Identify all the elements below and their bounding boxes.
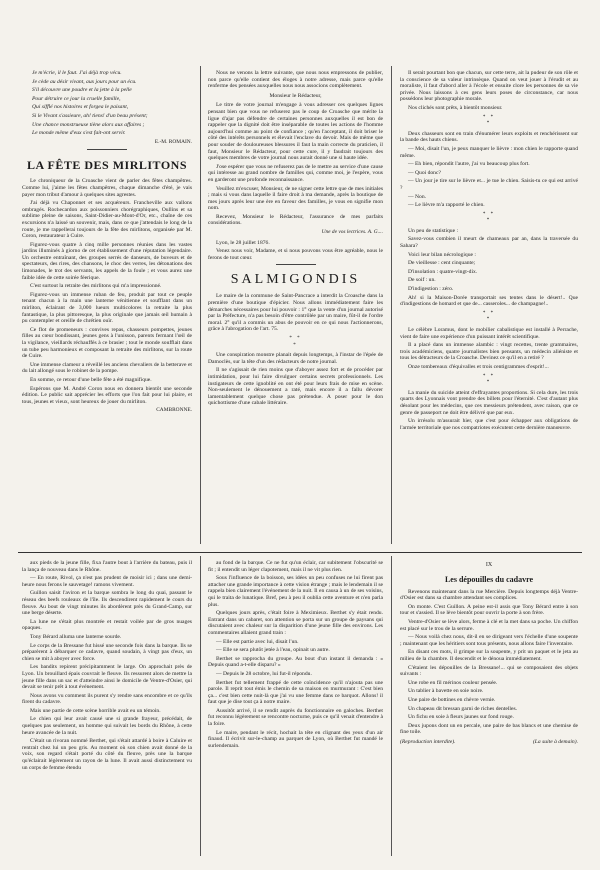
- paragraph: La lune ne s'était plus montrée et restait voilée par de gros nuages opaques.: [22, 618, 192, 632]
- paragraph: aux pieds de la jeune fille, fixa l'autre bout à l'arrière du bateau, puis il la lança de nouveau dans le Rhône.: [22, 560, 192, 573]
- paragraph: Un chapeau dit bressan garni de riches dentelles.: [408, 705, 518, 712]
- column-rule: [200, 556, 201, 856]
- paragraph: Aussitôt arrivé, il se rendit auprès du fonctionnaire en galoches. Berthet fut reconnu légèrement se rencontre nocturne, puis ce qu'il venait d'entendre à la foire.: [208, 707, 383, 728]
- poem-line: Je cède au désir vivant, aux jours pour un écu.: [32, 78, 137, 85]
- paragraph: — Moi, disait l'un, je peux manquer le lièvre : mon chien le rapporte quand même.: [400, 145, 578, 159]
- divider: [87, 149, 127, 150]
- column-rule: [391, 66, 392, 544]
- letter-salutation: Monsieur le Rédacteur,: [269, 92, 322, 99]
- paragraph: Figurez-vous un immense ruban de feu, produit par tout ce peuple tenant chacun à la main une lanterne vénitienne et soufflant dans un mirliton, éclairant de 3,000 lueurs multicolores la retraite la plus fantastique, la plus pittoresque, la plus originale que jamais œil humain à pu contempler et oreille de chrétien ouïr.: [22, 291, 192, 325]
- paragraph: Une conspiration monstre planait depuis longtemps, à l'instar de l'épée de Damoclès, sur la tête d'un des rédacteurs de notre journal.: [208, 352, 383, 365]
- paragraph: En somme, ce retour d'une belle fête a été magnifique.: [30, 376, 152, 383]
- paragraph: Il ne s'agissait de rien moins que d'aboyer assez fort et de procéder par intimidation, pour lui faire divulguer certains secrets professionnels. Les instigateurs de cette ignoblité en ont été pour leurs frais de mise en scène. Non-seulement le dénouement a raté, mais encore il a fallu dévorer lamentablement quelque chose pas prétendue. A poser pour le don quichottisme d'une cabale littéraire.: [208, 367, 383, 407]
- feuilleton-column-1: [22, 560, 192, 773]
- paragraph: La manie du suicide atteint d'effrayantes proportions. Si cela dure, les trois quarts des Lyonnais vont prendre des billets pour l'éternité. C'est d'autant plus désolant pour les médecins, que ces messieurs prétendent, avec raison, que ce genre de passeport ne doit être délivré que par eux.: [400, 389, 578, 416]
- paragraph: — Elle se sera plutôt jetée à l'eau, opinait un autre.: [216, 647, 330, 654]
- paragraph: — Non.: [408, 193, 427, 200]
- paragraph: — Un jour je tire sur le lièvre et... je tue le chien. Saisis-tu ce qui est arrivé ?: [400, 178, 578, 191]
- paragraph: Ventre-d'Osier se lève alors, ferme à clé et la met dans sa poche. Un chiffon est placé sur le trou de la serrure.: [400, 618, 578, 632]
- paragraph: Un tablier à bavette en soie noire.: [408, 688, 484, 695]
- paragraph: Le maire de la commune de Saint-Pancrace a interdit la Croasche dans la première d'une boutique d'épicier. Nous allons immédiatement faire les démarches nécessaires pour lui pouvoir : 1° que la vente d'un journal autorisé par la Préfecture, n'a pas besoin d'être contrôlée par un maire, fût-il de l'ordre moral. 2° qu'il a commis un abus de pouvoir en ce qui nous l'actionnerons, grâce à l'abrogation de l'art. 75.: [208, 293, 383, 333]
- poem-line: Pour détruire ce jour la cruelle famille,: [32, 95, 121, 102]
- paragraph: Tony Bérard alluma une lanterne sourde.: [30, 633, 122, 640]
- chapter-number: IX: [485, 562, 493, 568]
- paragraph: — Nous voilà chez nous, dit-il en se dirigeant vers l'échelle d'une soupente ; maintenant que les héritiers sont tous présents, nous allons faire l'inventaire.: [400, 634, 578, 647]
- paragraph: De vieillesse : cent cinquante;: [408, 260, 476, 267]
- paragraph: — Elle est partie avec lui, disait l'un.: [216, 638, 299, 645]
- feuilleton-column-3: [400, 560, 578, 745]
- paragraph: Espérons que M. André Coron nous en donnera bientôt une seconde édition. Le public sait apprécier les efforts que l'on fait pour lui plaire, et tous, jeunes et vieux, sont heureux de jouer du mirliton.: [22, 385, 192, 405]
- paragraph: Le chien qui leur avait causé une si grande frayeur, précédait, de quelques pas seulement, un homme qui suivait les bords du Rhône, à cette heure avancée de la nuit.: [22, 716, 192, 736]
- paragraph: Un peu de statistique :: [408, 227, 459, 234]
- reproduction-note: (Reproduction interdite).: [400, 738, 456, 745]
- paragraph: Le chroniqueur de la Croasche vient de parler des fêtes champêtres. Comme lui, j'aime les fêtes champêtres, chaque dimanche d'été, je vais payer mon tribut d'amour à quelques sites agrestes.: [22, 178, 192, 198]
- paragraph: — En route, Rivol, ça n'est pas prudent de moisir ici ; dans une demi-heure nous ferons le sauvetage! ramons vivement.: [22, 575, 192, 588]
- divider: [276, 264, 316, 265]
- paragraph: Deux chasseurs sont en train d'énumérer leurs exploits et renchérissent sur la bande des hauts chiens.: [400, 130, 578, 144]
- paragraph: Les bandits repirent précipitamment le large. On approchait près de Lyon. Un brouillard épais couvrait le fleuve. Ils ressurent alors de mettre la jeune fille dans un sac et d'atteindre ainsi le domicile de Ventre-d'Osier, qui devait se tenir prêt à tout événement.: [22, 664, 192, 691]
- paragraph: Mais une partie de cette scène horrible avait eu un témoin.: [30, 707, 161, 714]
- paragraph: Quelques jours après, c'était foire à Meximieux. Berthet s'y était rendu. Entrant dans un cabaret, son attention se porta sur un groupe de paysans qui discutaient avec chaleur sur la disparition d'une jeune fille des environs. Les commentaires allaient grand train :: [208, 610, 383, 636]
- paragraph: — Eh bien, répondit l'autre, j'ai vu beaucoup plus fort.: [408, 161, 530, 168]
- to-be-continued-note: (La suite à demain).: [532, 738, 578, 745]
- separator-stars: * * *: [482, 114, 496, 127]
- column-2: [208, 70, 383, 409]
- paragraph: Revenons maintenant dans la rue Mercière. Depuis longtemps déjà Ventre-d'Osier est dans sa chambre attendant ses complices.: [400, 588, 578, 602]
- letter-signature: Une de vos lectrices. A. G....: [321, 229, 383, 236]
- paragraph: C'était un rivoran nommé Berthet, qui s'était attardé à boire à Caluire et rentrait chez lui un peu gris. Au moment où son chien avait donné de la voix, son regard s'était porté du côté du fleuve, près une la barque qu'éclairait légèrement un rayon de la lune. Il avait aussi distinctement vu un corps de femme étendu: [22, 738, 192, 771]
- paragraph: Un fichu en soie à fleurs jaunes sur fond rouge.: [408, 714, 514, 721]
- paragraph: C'est surtout la retraite des mirlitons qui m'a impressionné.: [30, 283, 162, 290]
- paragraph: Nos clichés sont prêts, à bientôt monsieur.: [408, 104, 503, 111]
- poem-line: Je m'écrie, il le faut. J'ai déjà trop vécu.: [32, 70, 122, 76]
- column-rule: [200, 66, 201, 544]
- paragraph: D'insolation : quatre-vingt-dix.: [408, 268, 478, 275]
- paragraph: Voici leur bilan nécrologique :: [408, 251, 476, 258]
- separator-stars: * * *: [482, 310, 496, 323]
- paragraph: Un irrésolu m'assurait hier, que c'est pour échapper aux obligations de l'armée territoriale que nos compatriotes exécutent cette dernière manœuvre.: [400, 418, 578, 431]
- paragraph: Sous l'influence de la boisson, ses idées un peu confuses ne lui firent pas attacher une grande importance à cette vision étrange ; mais le lendemain il se rappela bien clairement l'événement de la nuit. Il en causa à un de ses voisins, qui le traita de lunatique. Bref, peu à peu il oublia cette aventure et n'en parla plus.: [208, 575, 383, 608]
- paragraph: C'étaient les dépouilles de la Bressane!... qui se composaient des objets suivants :: [400, 664, 578, 678]
- letter-paragraph: J'ose espérer que vous ne refuserez pas de le mettre au service d'une cause qui intéresse au grand nombre de familles qui, comme moi, je l'espère, vous en garderont une profonde reconnaissance.: [208, 163, 383, 183]
- paragraph: — Depuis le 28 octobre, lui fut-il répondu.: [216, 670, 312, 677]
- letter-paragraph: Le titre de votre journal m'engage à vous adresser ces quelques lignes pensant bien que vous ne refuserez pas le coup de Croasche que mérite la ligue d'ajar pas défendre de certaines personnes auxquelles il est bon de rappeler que la dignité doit être inséparable de toutes les actions de l'homme aujourd'hui comme au point de confiance ; qu'en l'acceptant, il doit briser le côté des intérêts personnels et élevait l'enclave du devoir. Mais de même que pour souder de douloureuses blessures il faut la main correcte du praticien, il faut, Monsieur le Rédacteur, pour cette cure, il y faudrait toujours des quelques membres de votre journal nous aurait donné une si haute idée.: [208, 102, 383, 162]
- paragraph: En disant ces mots, il grimpe sur la soupente, y prit un paquet et le jeta au milieu de la chambre. Il descendit et le dénoua immédiatement.: [400, 649, 578, 662]
- separator-stars: * * *: [482, 373, 496, 386]
- section-title-salmigondis: SALMIGONDIS: [230, 272, 361, 288]
- chapter-title: Les dépouilles du cadavre: [444, 574, 534, 584]
- footer-notes: [400, 739, 578, 746]
- paragraph: au fond de la barque. Ce ne fut qu'un éclair, car subitement l'obscurité se fit ; il entendit un léger clapotement, mais il ne vit plus rien.: [208, 560, 383, 573]
- paragraph: — Le lièvre m'a rapporté le chien.: [408, 202, 485, 209]
- column-rule: [391, 556, 392, 856]
- paragraph: Onze tombereaux d'équivalles et trois centigrammes d'esprit!...: [408, 363, 549, 370]
- letter-date: Lyon, le 28 juillet 1876.: [216, 239, 270, 246]
- paragraph: Une immense clameur a réveillé les anciens chevaliers de la betterave et du lait allongé sous le robinet de la pompe.: [22, 361, 192, 375]
- poem-line: Le monde même d'eux s'est fait-ont servir.: [32, 130, 126, 137]
- separator-stars: * * *: [289, 336, 302, 348]
- paragraph: Il a placé dans un immense alambic : vingt recettes, trente grammaires, trois académiciens, quatre journalistes bien pensants, un médecin aliéniste et tous les détracteurs de la Croasche. Devinez ce qu'il en a retiré ?: [400, 342, 578, 362]
- paragraph: Nous ne venons la lettre suivante, que nous nous empressons de publier, non parce qu'elle contient des éloges à notre adresse, mais parce qu'elle renferme des pensées auxquelles nous nous associons complètement.: [208, 70, 383, 90]
- paragraph: Guillon saisit l'aviron et la barque sombra le long du quai, passant le réseau des beefs rouleaux de l'île. Ils descendirent rapidement le cours du fleuve. Au bout de vingt minutes ils abordèrent près du Grand-Camp, sur une berge déserte.: [22, 590, 192, 617]
- letter-paragraph: Recevez, Monsieur le Rédacteur, l'assurance de mes parfaits considérations.: [208, 213, 383, 227]
- paragraph: Figurez-vous quatre à cinq mille personnes réunies dans les vastes jardins illuminés à giorno de cet établissement d'une réputation légendaire. Un orchestre entraînant, des groupes serrés de danseurs, de buveurs et de spectateurs, des rires, des chansons, le choc des verres, les détonations des limonades, le trot des servants, les appels de la foule ; et vous aurez une faible idée de cette soirée féerique.: [22, 241, 192, 281]
- paragraph: Une robe en fil mérinos couleur pensée.: [408, 679, 498, 686]
- poem-line: Si le Vivant s'assieure, ah! tiens! d'un beau présent;: [32, 112, 148, 119]
- poem-line: Qui sifflé nos histoires et forgea le paisant,: [32, 104, 129, 111]
- separator-stars: * * *: [482, 211, 496, 224]
- paragraph: De soif : un.: [408, 277, 436, 284]
- poem-line: Une chance monstrueuse tiène alors aux affaires ;: [32, 121, 145, 128]
- paragraph: Berthet fut tellement frappé de cette coïncidence qu'il n'ajouta pas une parole. Il reprit tout émis le chemin de sa maison en murmurant : C'est bien ça... c'est bien cette nuit-là que j'ai vu une femme dans ce barquot. Allons! il faut que je dise tout ça à notre maire.: [208, 679, 383, 706]
- column-1: [22, 70, 192, 418]
- column-3: [400, 70, 578, 433]
- paragraph: J'ai déjà vu Chaponnet et ses acquéreurs. Francheville aux vallons ombragés. Rochecardon aux poissonniers chorégraphiques, Oullins et sa sublime pleine de saisons, Saint-Didier-au-Mont-d'Or, etc., chaîne de ces excursions n'a laissé un souvenir, mais, dans ce que j'attendais le long de la route, je me rappellerai toujours de la fête des mirlitons, organisée par M. Coron, restaurateur à Cuire.: [22, 200, 192, 240]
- section-divider: [18, 552, 582, 553]
- article-signature: CAMBRONNE.: [156, 407, 192, 414]
- paragraph: Deux jupons dont un en percale, une paire de bas blancs et une chemise de fine toile.: [400, 722, 578, 736]
- paragraph: Le corps de la Bressane fut hissé une seconde fois dans la barque. Ils se préparèrent à débarquer ce cadavre, quand soudain, à vingt pas d'eux, un chien se mit à aboyer avec force.: [22, 642, 192, 662]
- paragraph: Nous avons vu comment ils purent s'y rendre sans encombre et ce qu'ils firent du cadavre.: [22, 692, 192, 706]
- paragraph: D'indigestion : zéro.: [408, 286, 454, 293]
- poem-signature: E.-M. ROMAIN.: [154, 138, 192, 145]
- paragraph: Ah! si la Maison-Dorée transportait ses tentes dans le désert!.. Que d'indigestions de homard et que de... casseroles... de champagne!..: [400, 294, 578, 308]
- letter-paragraph: Veuillez m'excuser, Monsieur, de ne signer cette lettre que de mes initiales ; mais si vous dans laquelle il faire droit à ma demande, après la boutique de mes jours après leur une ère en faveur des familles, je vous en signifie mon nom.: [208, 185, 383, 212]
- paragraph: Ce flot de promeneurs : convives repas, chasseurs pompettes, jeunes filles au cœur bondissant, jeunes gens à l'unisson, parents fermant l'œil de la vigilance, vieillards réchauffés à ce brasier ; tout le monde soufflait dans un tube peu harmonieux et composant la retraite des mirlitons, sur la route de Cuire.: [22, 326, 192, 360]
- paragraph: Le maire, pendant le récit, hochait la tête en clignant des yeux d'un air finaud. Il écrivit sur-le-champ au parquet de Lyon, où Berthet fut mandé le surlendemain.: [208, 729, 383, 749]
- paragraph: On monte. C'est Guillon. A peine est-il assis que Tony Bérard entre à son tour et s'assied. Il se lève bientôt pour ouvrir la porte à son frère.: [400, 603, 578, 617]
- paragraph: Il serait pourtant bon que chacun, sur cette terre, ait la pudeur de son rôle et la conscience de sa valeur intrinsèque. Quand on veut jouer à l'érudit et au moraliste, il faut d'abord aller à l'école et ensuite clore les personnes de sa vie privée. Nous laissons à ces gens leurs poses de circonstance, car nous possédons leur photographie morale.: [400, 70, 578, 103]
- poem-line: S'il découvre une poudre et la jette à la pelle: [32, 87, 132, 94]
- paragraph: — Quoi donc?: [408, 169, 441, 176]
- paragraph: Berthet se rapprocha du groupe. Au bout d'un instant il demanda : « Depuis quand a-t-elle disparu? »: [208, 655, 383, 669]
- paragraph: Venez nous voir, Madame, et si nous pouvons vous être agréable, nous le ferons de tout cœur.: [208, 248, 383, 261]
- paragraph: Savez-vous combien il meurt de chameaux par an, dans la traversée du Sahara?: [400, 236, 578, 250]
- paragraph: Une paire de bottines en chèvre vernie.: [408, 696, 496, 703]
- feuilleton-column-2: [208, 560, 383, 751]
- article-title-fete: LA FÊTE DES MIRLITONS: [27, 158, 187, 173]
- paragraph: Le célèbre Loramus, dont le mobilier cabalistique est installé à Perrache, vient de faire une expérience d'un puissant intérêt scientifique.: [400, 327, 578, 340]
